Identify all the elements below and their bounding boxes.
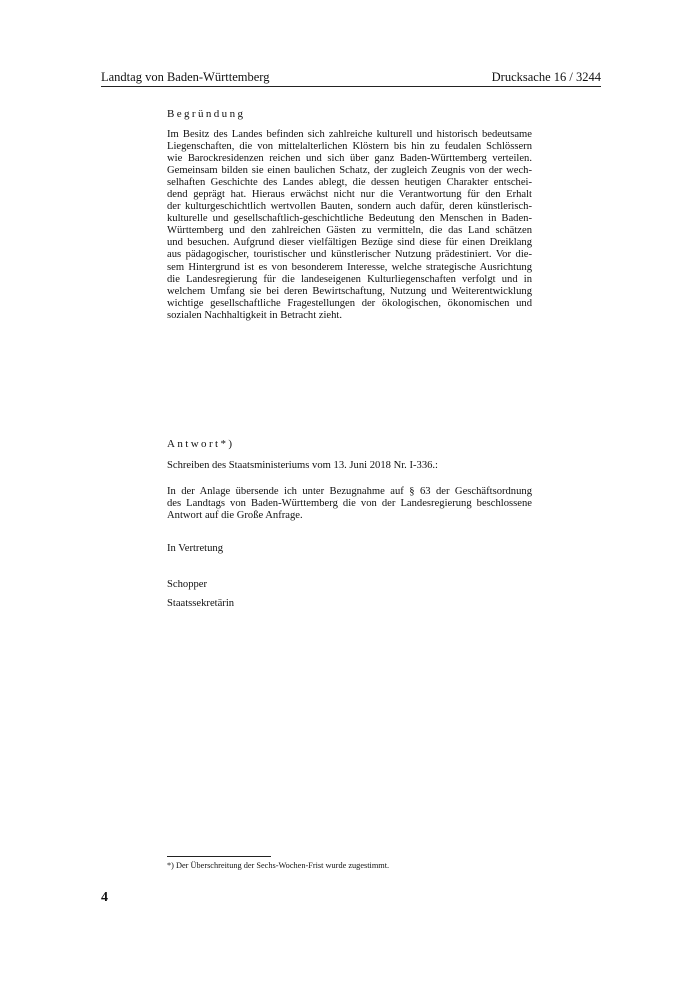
antwort-heading: Antwort*) — [167, 438, 235, 450]
antwort-line: In der Anlage übersende ich unter Bezugnahme auf § 63 der Geschäftsordnung — [167, 486, 532, 497]
begruendung-line: selhaften Geschichte des Landes ablegt, die dessen heutigen Charakter entschei- — [167, 177, 532, 189]
antwort-line: Antwort auf die Große Anfrage. — [167, 510, 303, 522]
signatory-title: Staatssekretärin — [167, 598, 235, 609]
begruendung-line: kulturelle und gesellschaftlich-geschichtliche Bedeutung den Menschen in Baden- — [167, 213, 532, 225]
begruendung-line: Liegenschaften, die von mittelalterlichen Klöstern bis hin zu feudalen Schlössern — [167, 141, 532, 153]
signatory-name: Schopper — [167, 579, 208, 590]
antwort-schreiben: Schreiben des Staatsministeriums vom 13. Juni 2018 Nr. I-336.: — [167, 460, 438, 471]
begruendung-line: Gemeinsam bilden sie einen baulichen Schatz, der zugleich Zeugnis von der wech- — [167, 165, 532, 177]
begruendung-line: Im Besitz des Landes befinden sich zahlreiche kulturell und historisch bedeutsame — [167, 129, 532, 140]
begruendung-line: und besuchen. Aufgrund dieser vielfältigen Bezüge sind diese für einen Dreiklang — [167, 237, 532, 249]
page-header — [101, 68, 601, 87]
antwort-paragraph — [167, 486, 532, 522]
header-landtag: Landtag von Baden-Württemberg — [101, 70, 270, 84]
header-drucksache: Drucksache 16 / 3244 — [491, 70, 601, 84]
begruendung-line: Württemberg und den zahlreichen Gästen zu vermitteln, die das Land schätzen — [167, 225, 532, 237]
begruendung-line: dend geprägt hat. Hieraus erwächst nicht nur die Verantwortung für den Erhalt — [167, 189, 532, 201]
begruendung-line: sozialen Nachhaltigkeit in Betracht zieht. — [167, 309, 343, 321]
begruendung-line: welchem Umfang sie bei deren Bewirtschaftung, Nutzung und Weiterentwicklung — [167, 285, 532, 297]
begruendung-line: aus pädagogischer, touristischer und künstlerischer Nutzung prädestiniert. Vor die- — [167, 249, 532, 261]
in-vertretung: In Vertretung — [167, 543, 223, 554]
footnote: *) Der Überschreitung der Sechs-Wochen-Frist wurde zugestimmt. — [167, 861, 390, 870]
antwort-line: des Landtags von Baden-Württemberg die von der Landesregierung beschlossene — [167, 498, 532, 510]
begruendung-paragraph — [167, 129, 532, 322]
begruendung-line: wichtige gesellschaftliche Fragestellungen der ökologischen, ökonomischen und — [167, 297, 532, 309]
page-number: 4 — [101, 890, 108, 905]
footnote-divider — [167, 856, 271, 857]
begruendung-line: die Landesregierung für die landeseigenen Kulturliegenschaften verfolgt und in — [167, 273, 532, 285]
begruendung-line: der kulturgeschichtlich wertvollen Bauten, sondern auch dafür, deren künstlerisch- — [167, 201, 532, 213]
begruendung-line: wie Barockresidenzen reichen und sich über ganz Baden-Württemberg verteilen. — [167, 153, 532, 165]
begruendung-heading: Begründung — [167, 108, 246, 120]
begruendung-line: sem Hintergrund ist es von besonderem Interesse, welche strategische Ausrichtung — [167, 261, 532, 273]
